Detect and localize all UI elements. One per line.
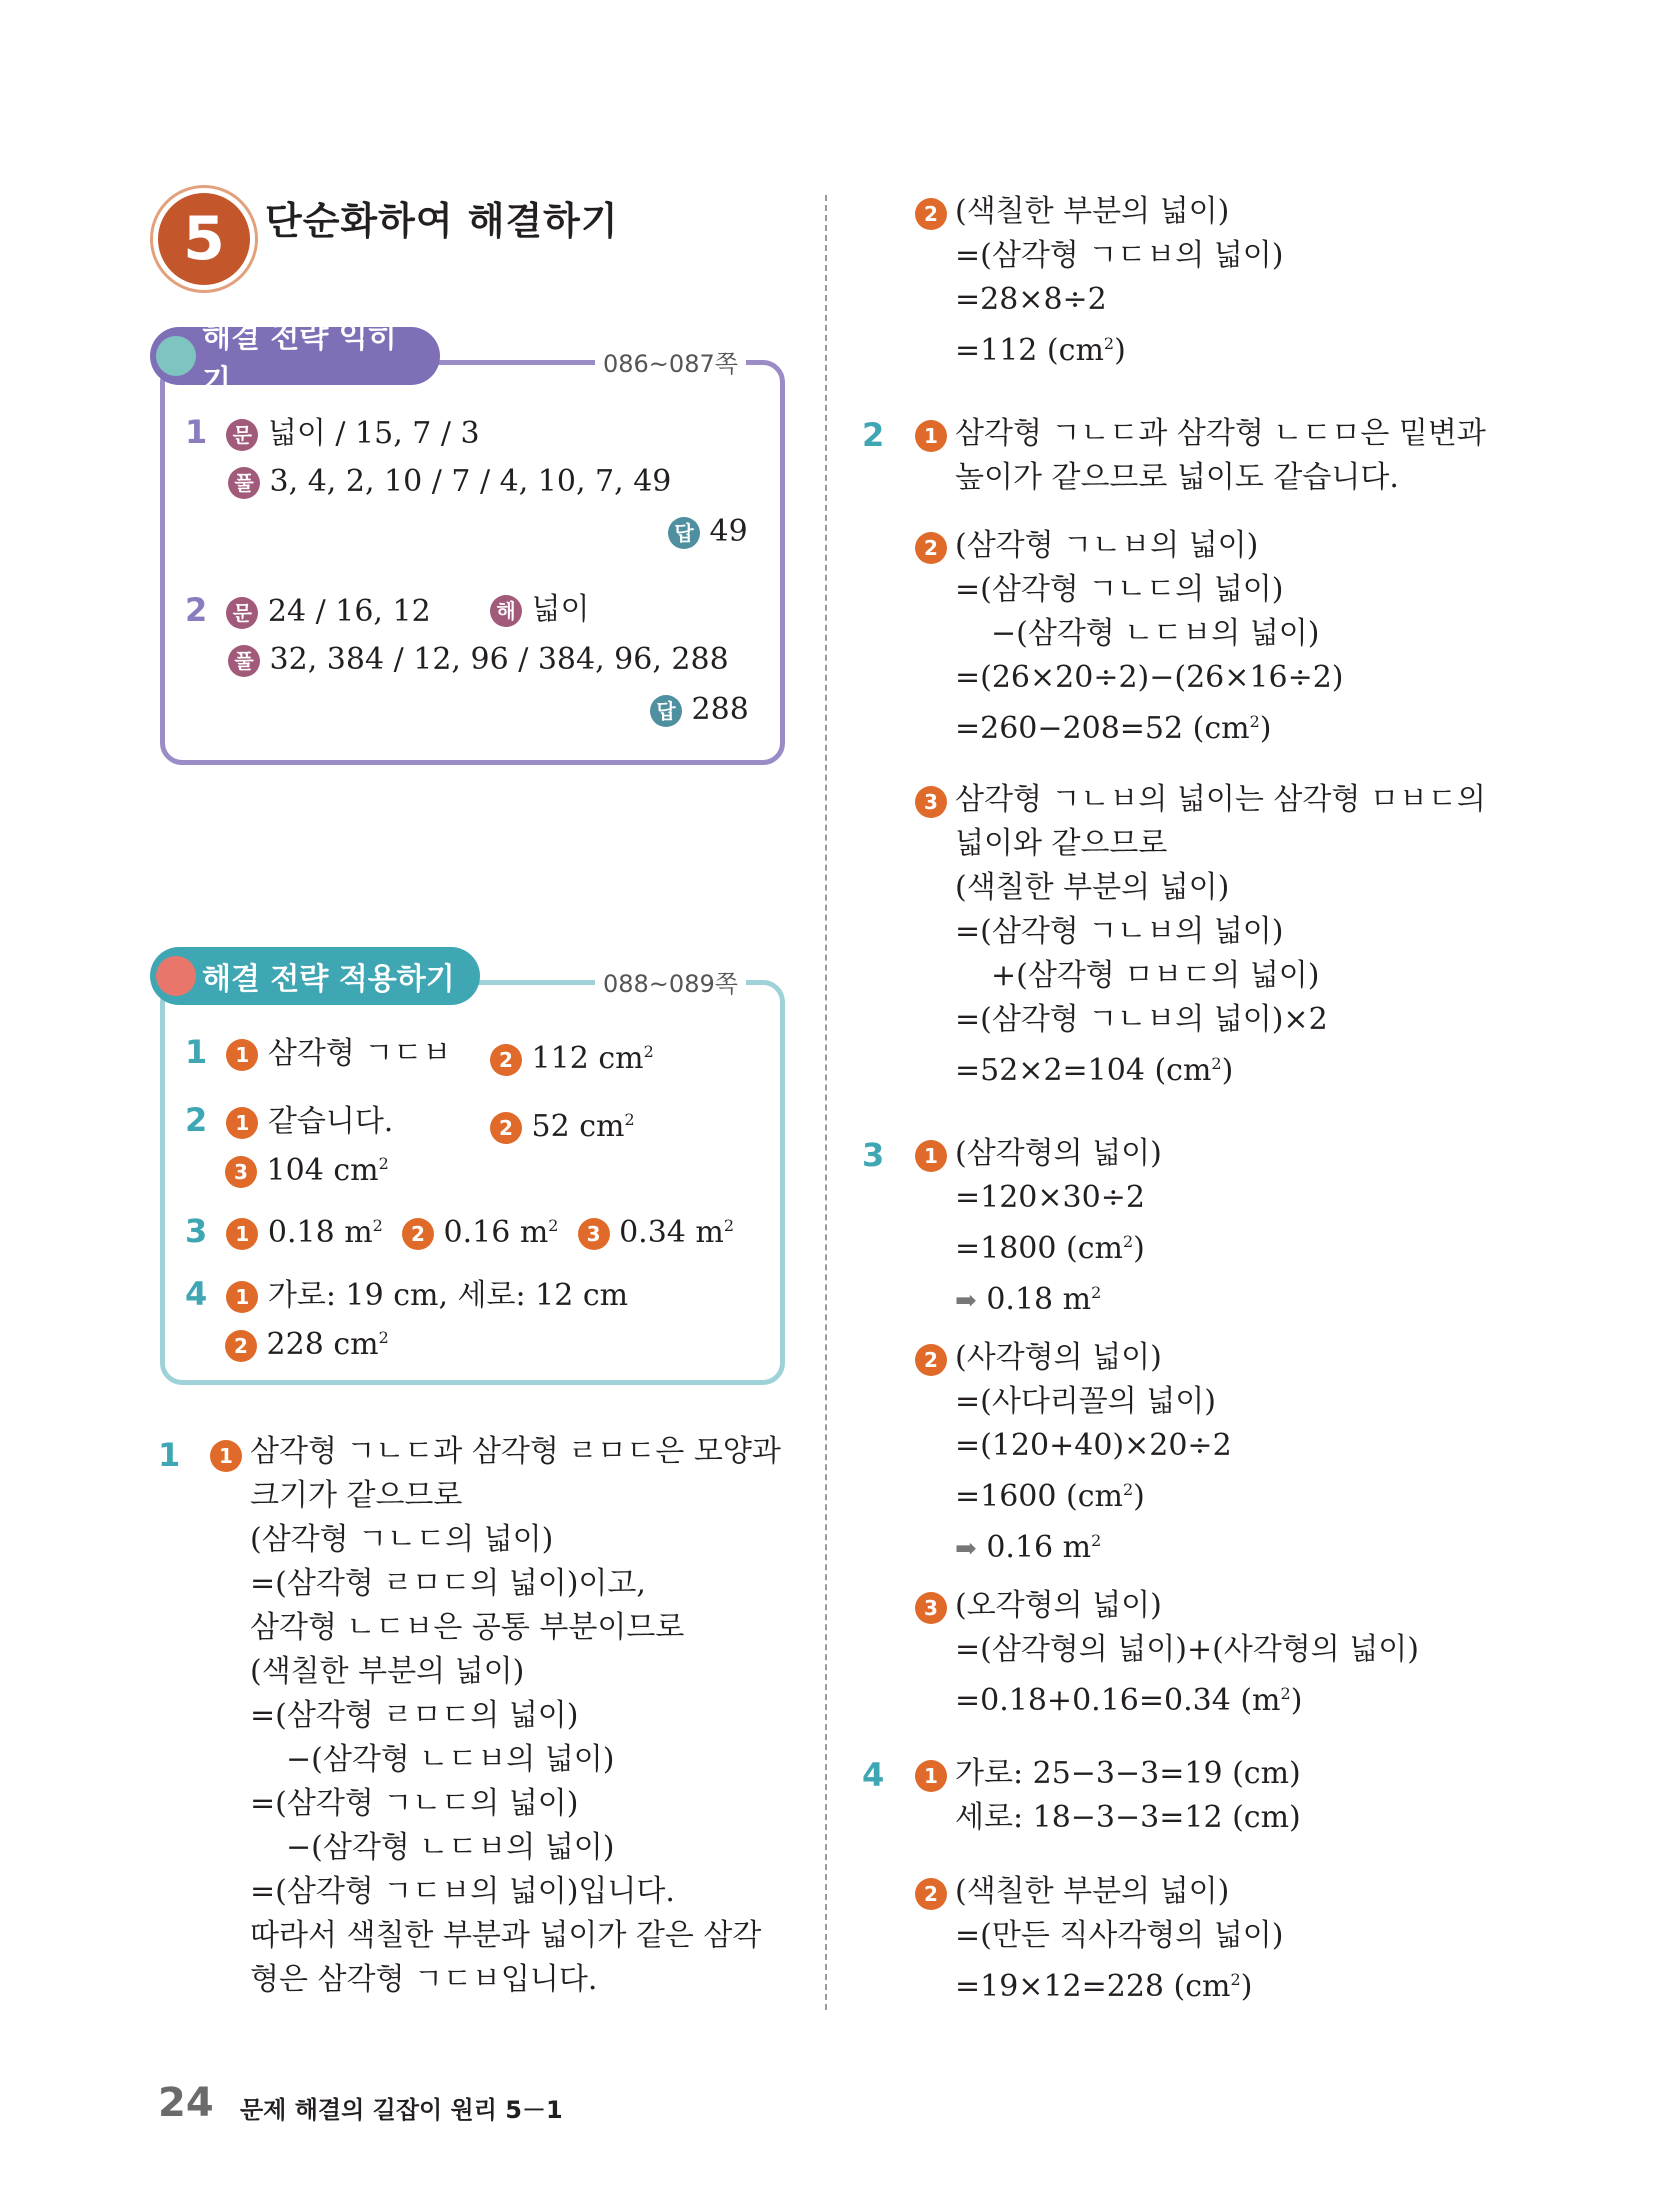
step-marker: 2 [915, 1878, 947, 1910]
strategy-apply-label: 해결 전략 적용하기 [150, 947, 480, 1005]
page-number: 24 [158, 2080, 214, 2126]
box2-row4: 4 1 가로: 19 cm, 세로: 12 cm [185, 1275, 629, 1313]
solution-3-step3: (오각형의 넓이) =(삼각형의 넓이)+(사각형의 넓이) =0.18+0.16=0.34 $(m^2)$ [955, 1588, 1419, 1718]
page-range-label: 088~089쪽 [595, 964, 746, 999]
solution-2-step2: (삼각형 ㄱㄴㅂ의 넓이) =(삼각형 ㄱㄴㄷ의 넓이) −(삼각형 ㄴㄷㅂ의 넓이) =(26×20÷2)−(26×16÷2) =260−208=52 $(cm^2)$ [955, 528, 1344, 746]
solution-number: 4 [862, 1756, 885, 1794]
box1-row2: 2 문 24 / 16, 12 [185, 591, 431, 629]
box2-row1-a2: 2 112 $cm^2$ [490, 1030, 654, 1081]
box2-row2-a2: 2 52 $cm^2$ [490, 1098, 635, 1149]
solution-number: 1 [158, 1436, 181, 1474]
solution-3-step2: (사각형의 넓이) =(사다리꼴의 넓이) =(120+40)×20÷2 =1600 $(cm^2)$ ➡ 0.16 $m^2$ [955, 1340, 1232, 1565]
page-range-label: 086~087쪽 [595, 344, 746, 379]
box2-row2: 2 1 같습니다. [185, 1101, 394, 1139]
strategy-learn-label: 해결 전략 익히기 [150, 327, 440, 385]
step-marker: 3 [915, 1592, 947, 1624]
chapter-title: 단순화하여 해결하기 [265, 199, 619, 243]
step-marker: 3 [915, 786, 947, 818]
solution-2-step1: 삼각형 ㄱㄴㄷ과 삼각형 ㄴㄷㅁ은 밑변과 높이가 같으므로 넓이도 같습니다. [955, 416, 1486, 495]
box2-row4-a2: 2 228 $cm^2$ [225, 1316, 389, 1367]
solution-3-step1: (삼각형의 넓이) =120×30÷2 =1800 $(cm^2)$ ➡ 0.18 $m^2$ [955, 1136, 1162, 1317]
mascot-icon [156, 336, 196, 376]
step-marker: 2 [915, 532, 947, 564]
column-divider [825, 195, 827, 2010]
solution-1-step2: (색칠한 부분의 넓이) =(삼각형 ㄱㄷㅂ의 넓이) =28×8÷2 =112 $(cm^2)$ [955, 194, 1284, 368]
box1-row1-pul: 풀 3, 4, 2, 10 / 7 / 4, 10, 7, 49 [228, 460, 671, 504]
solution-1-body: 삼각형 ㄱㄴㄷ과 삼각형 ㄹㅁㄷ은 모양과 크기가 같으므로 (삼각형 ㄱㄴㄷ의 넓이) =(삼각형 ㄹㅁㄷ의 넓이)이고, 삼각형 ㄴㄷㅂ은 공통 부분이므로 (색칠한 부분의 넓이) =(삼각형 ㄹㅁㄷ의 넓이) −(삼각형 ㄴㄷㅂ의 넓이) =(삼각형 ㄱㄴㄷ의 넓이) −(삼각형 ㄴㄷㅂ의 넓이) =(삼각형 ㄱㄷㅂ의 넓이)입니다. 따라서 색칠한 부분과 넓이가 같은 삼각 형은 삼각형 ㄱㄷㅂ입니다. [250, 1434, 781, 1997]
solution-number: 3 [862, 1136, 885, 1174]
box1-row2-hae: 해 넓이 [490, 588, 590, 632]
box1-row1-answer: 답 49 [668, 510, 748, 554]
step-marker: 1 [915, 1140, 947, 1172]
solution-4-step2: (색칠한 부분의 넓이) =(만든 직사각형의 넓이) =19×12=228 $(cm^2)$ [955, 1874, 1284, 2004]
arrow-icon: ➡ [955, 1286, 977, 1316]
step-marker: 1 [210, 1440, 242, 1472]
box1-row2-answer: 답 288 [650, 688, 749, 732]
box2-row3: 3 1 0.18 $m^2$ 2 0.16 $m^2$ 3 0.34 $m^2$ [185, 1212, 735, 1250]
chapter-number-badge: 5 [158, 193, 250, 285]
box1-row2-pul: 풀 32, 384 / 12, 96 / 384, 96, 288 [228, 638, 729, 682]
step-marker: 1 [915, 420, 947, 452]
book-title: 문제 해결의 길잡이 원리 5－1 [240, 2096, 563, 2124]
solution-4-step1: 가로: 25−3−3=19 (cm) 세로: 18−3−3=12 (cm) [955, 1756, 1301, 1835]
step-marker: 2 [915, 1344, 947, 1376]
solution-2-step3: 삼각형 ㄱㄴㅂ의 넓이는 삼각형 ㅁㅂㄷ의 넓이와 같으므로 (색칠한 부분의 넓이) =(삼각형 ㄱㄴㅂ의 넓이) +(삼각형 ㅁㅂㄷ의 넓이) =(삼각형 ㄱㄴㅂ의 넓이)×2 =52×2=104 $(cm^2)$ [955, 782, 1486, 1088]
box2-row2-a3: 3 104 $cm^2$ [225, 1142, 389, 1193]
step-marker: 1 [915, 1760, 947, 1792]
mascot-icon [156, 956, 196, 996]
arrow-icon: ➡ [955, 1534, 977, 1564]
box2-row1: 1 1 삼각형 ㄱㄷㅂ [185, 1033, 452, 1071]
step-marker: 2 [915, 198, 947, 230]
box1-row1: 1 문 넓이 / 15, 7 / 3 [185, 413, 480, 451]
solution-number: 2 [862, 416, 885, 454]
